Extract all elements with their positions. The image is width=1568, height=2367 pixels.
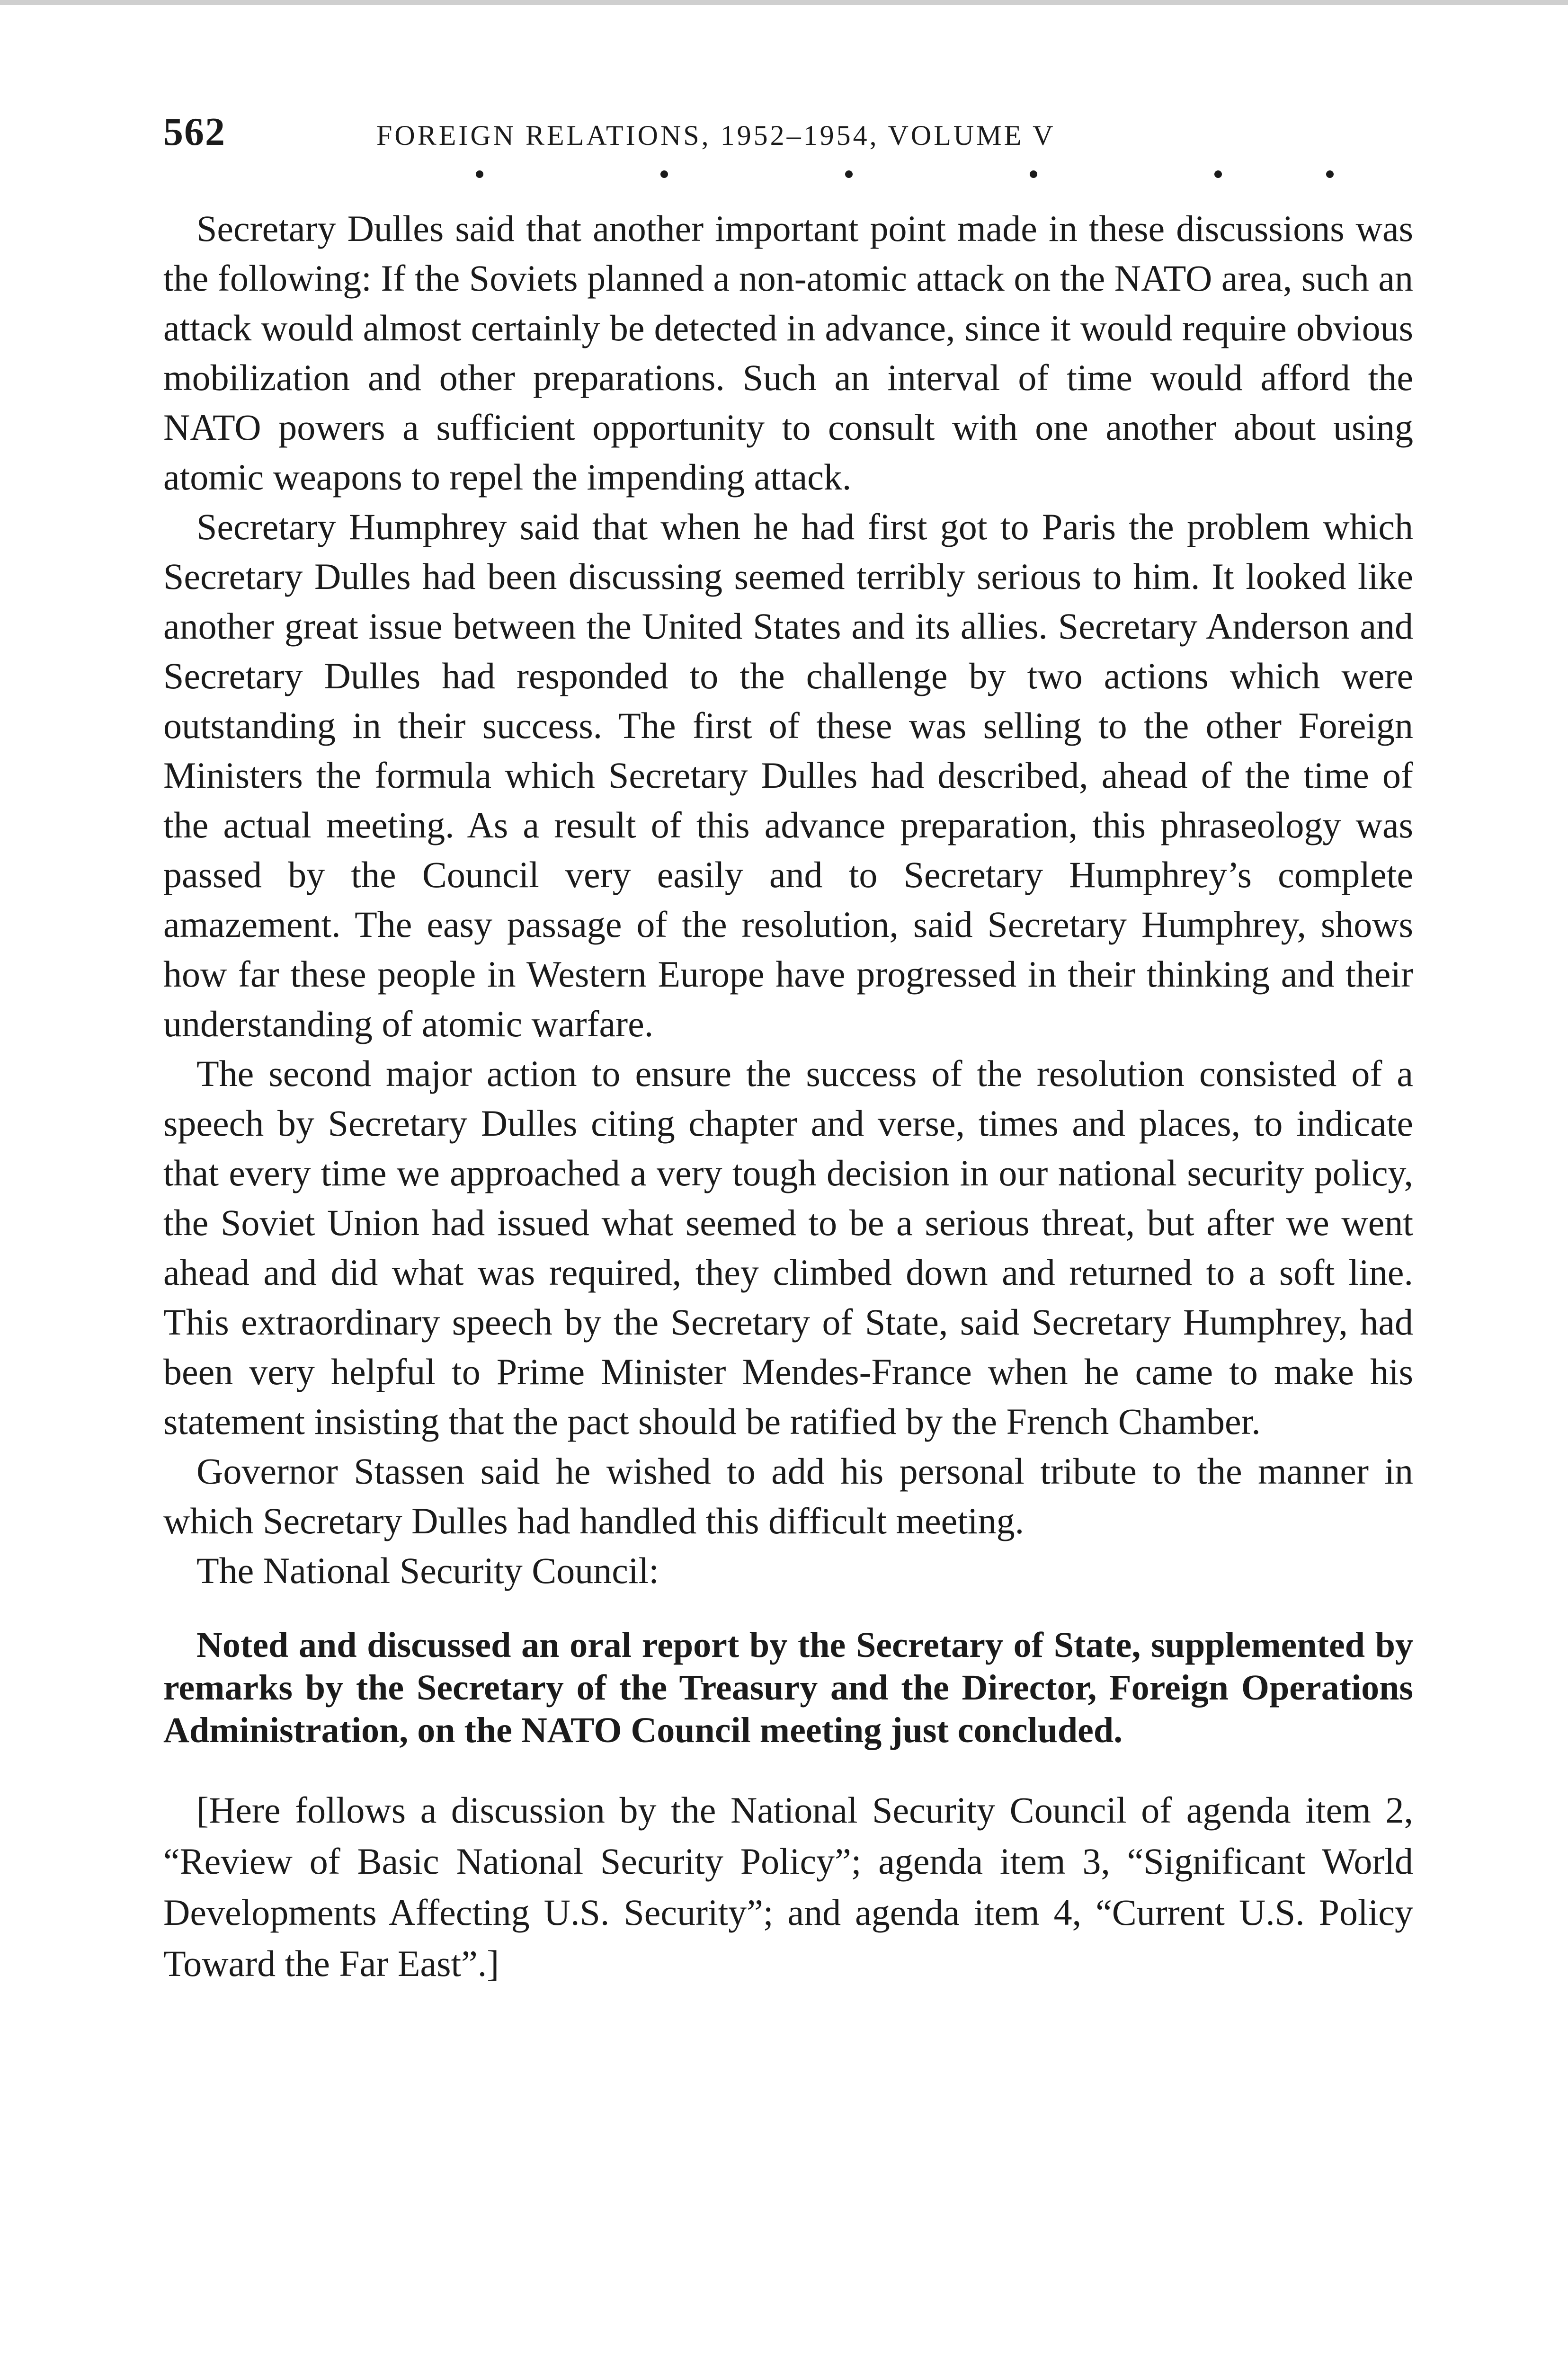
paragraph-second-major-action: The second major action to ensure the success of the resolution consisted of a speech by Secretary Dulles citing chapter and verse, times and places, to indicate that every time we approached a very tough decision in our national security policy, the Soviet Union had issued what seemed to be a serious threat, but after we went ahead and did what was required, they climbed down and returned to a soft line. This extraordinary speech by the Secretary of State, said Secretary Humphrey, had been very helpful to Prime Minister Mendes-France when he came to make his statement insisting that the pact should be ratified by the French Chamber. (163, 1053, 1413, 1442)
page-number: 562 (163, 110, 226, 154)
ellipsis-dot (1030, 170, 1037, 178)
ellipsis-dot (845, 170, 853, 178)
ellipsis-dot (476, 170, 483, 178)
nsc-action-resolution: Noted and discussed an oral report by the Secretary of State, supplemented by remarks by the Secretary of the Treasury and the Director, Foreign Operations Administration, on the NATO Council meeting just concluded. (163, 1625, 1413, 1750)
omission-ellipsis (163, 161, 1413, 204)
paragraph-stassen-tribute: Governor Stassen said he wished to add his personal tribute to the manner in which Secretary Dulles had handled this difficult meeting. (163, 1450, 1413, 1541)
paragraph-nsc-lead-in: The National Security Council: (196, 1550, 659, 1591)
paragraph-dulles-non-atomic-attack: Secretary Dulles said that another important point made in these discussions was the following: If the Soviets planned a non-atomic attack on the NATO area, such an attack would almost certainly be detected in advance, since it would require obvious mobilization and other preparations. Such an interval of time would afford the NATO powers a sufficient opportunity to consult with one another about using atomic weapons to repel the impending attack. (163, 208, 1413, 498)
ellipsis-dot (660, 170, 668, 178)
paragraph-humphrey-paris: Secretary Humphrey said that when he had first got to Paris the problem which Secretary Dulles had been discussing seemed terribly serious to him. It looked like another great issue between the United States and its allies. Secretary Anderson and Secretary Dulles had responded to the challenge by two actions which were outstanding in their success. The first of these was selling to the other Foreign Ministers the formula which Secretary Dulles had described, ahead of the time of the actual meeting. As a result of this advance preparation, this phraseology was passed by the Council very easily and to Secretary Humphrey’s complete amazement. The easy passage of the resolution, said Secretary Humphrey, shows how far these people in Western Europe have progressed in their thinking and their understanding of atomic warfare. (163, 506, 1413, 1044)
body-text (163, 204, 1413, 1595)
ellipsis-dot (1214, 170, 1222, 178)
running-title: FOREIGN RELATIONS, 1952–1954, VOLUME V (376, 120, 1056, 151)
document-page (163, 109, 1413, 1989)
page-top-edge (0, 0, 1568, 5)
running-head (163, 109, 1413, 161)
ellipsis-dot (1326, 170, 1334, 178)
editorial-note: [Here follows a discussion by the National Security Council of agenda item 2, “Review of Basic National Security Policy”; agenda item 3, “Significant World Developments Affecting U.S. Security”; and agenda item 4, “Current U.S. Policy Toward the Far East”.] (163, 1789, 1413, 1984)
